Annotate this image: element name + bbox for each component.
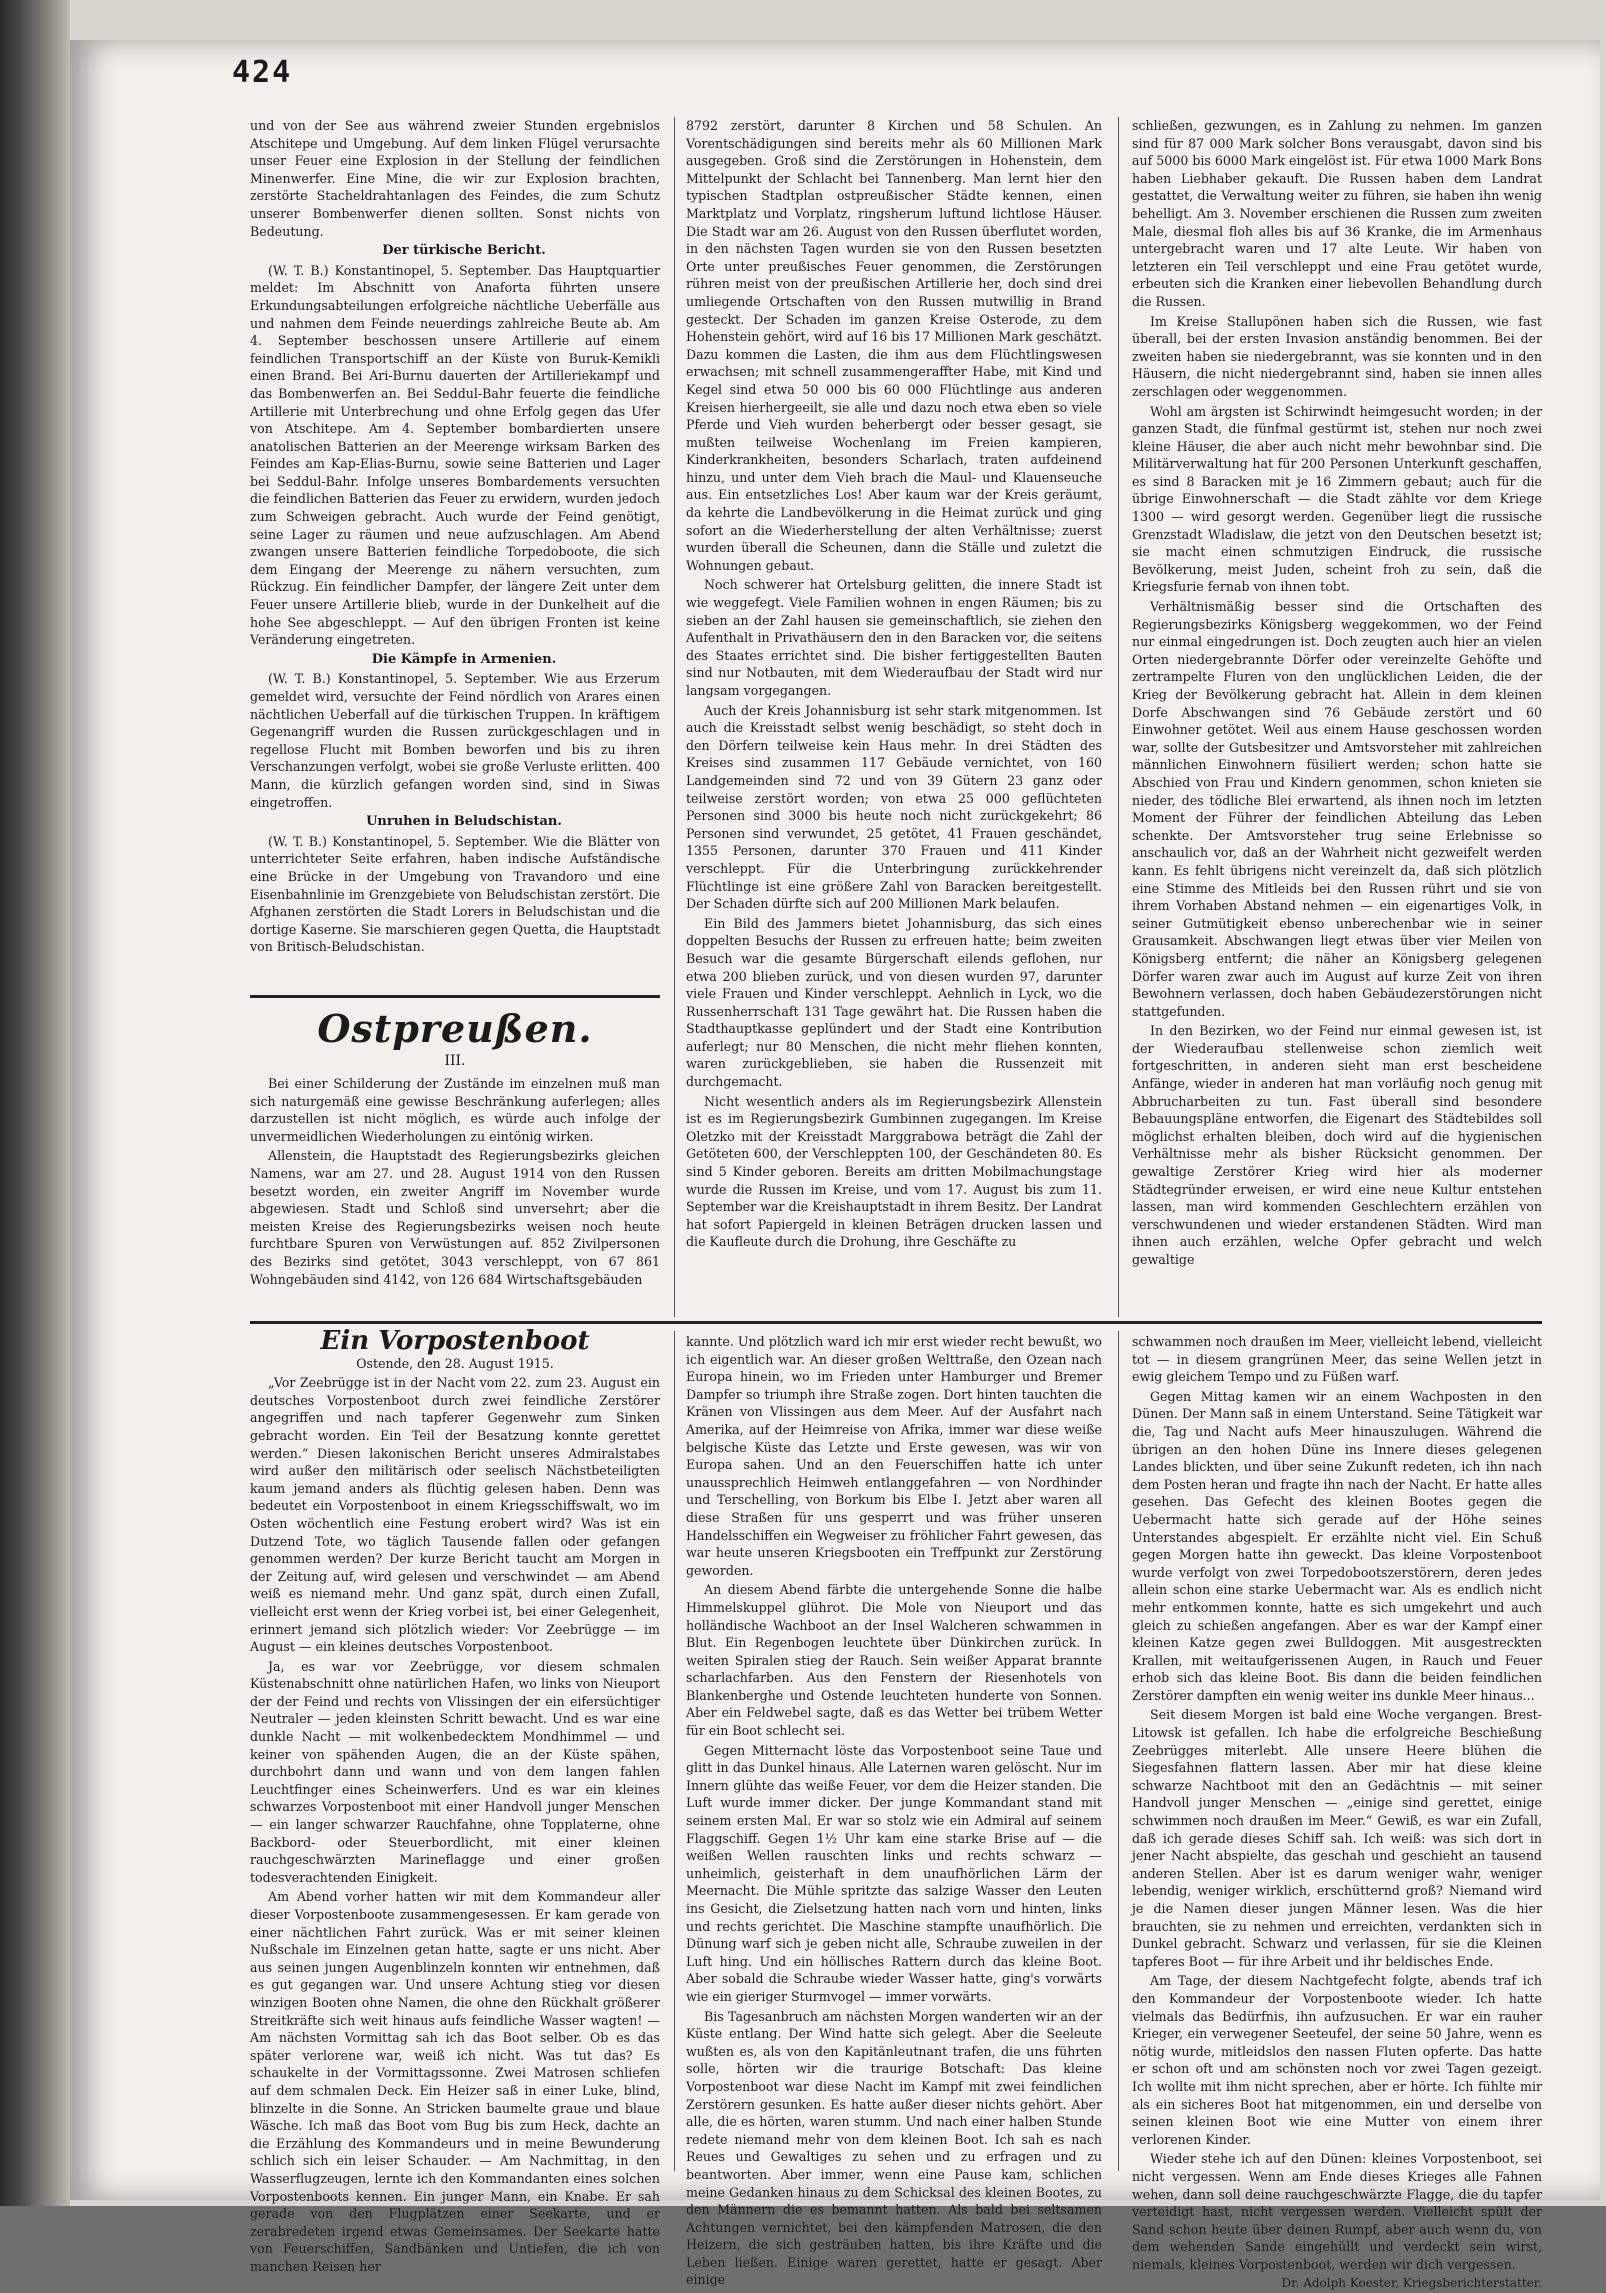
page-number: 424 (232, 55, 293, 90)
dateline: Ostende, den 28. August 1915. (356, 1355, 554, 1371)
paragraph: Seit diesem Morgen ist bald eine Woche vergangen. Brest-Litowsk ist gefallen. Ich habe die erfolgreiche Beschießung Zeebrügges miterlebt. Alle unsere Heere blühen die Siegesfahnen flattern lassen. Aber mir hat diese kleine schwarze Nachtboot mit den an Gedächtnis — mit seiner Handvoll junger Menschen — „einige sind gerettet, einige schwimmen noch draußen im Meer.“ Gewiß, es war ein Zufall, daß ich gerade dieses Schiff sah. Ich weiß: was sich dort in jener Nacht abspielte, das geschah und geschieht an tausend anderen Stellen. Aber ist es darum weniger wahr, weniger lebendig, weniger wirklich, erschütternd groß? Niemand wird je die Namen dieser jungen Männer lesen. Was die hier brauchten, sie zu nehmen und erreichten, verdankten sich in Dunkel gebracht. Schwarz und verlassen, für sie die Kleinen tapferes Boot — für ihre Arbeit und ihr beldisches Ende. (1132, 1707, 1542, 1969)
column-rule (674, 1331, 675, 2171)
paragraph: Allenstein, die Hauptstadt des Regierungsbezirks gleichen Namens, war am 27. und 28. August 1914 von den Russen besetzt worden, ein zweiter Angriff im November wurde abgewiesen. Stadt und Schloß sind unversehrt; aber die meisten Kreise des Regierungsbezirks weisen noch heute furchtbare Spuren von Verwüstungen auf. 852 Zivilpersonen des Bezirks sind getötet, 3043 verschleppt, von 67 861 Wohngebäuden sind 4142, von 126 684 Wirtschaftsgebäuden (250, 1148, 660, 1287)
paragraph: Bei einer Schilderung der Zustände im einzelnen muß man sich naturgemäß eine gewisse Beschränkung auferlegen; alles darzustellen ist nicht möglich, es würde auch infolge der unvermeidlichen Wiederholungen zu eintönig wirken. (250, 1076, 660, 1144)
column-rule (674, 117, 675, 1317)
ostpreussen-article (250, 995, 660, 1290)
paragraph: Am Tage, der diesem Nachtgefecht folgte, abends traf ich den Kommandeur der Vorpostenboote wieder. Ich hatte vielmals das Bedürfnis, ihn aufzusuchen. Er war ein rauher Krieger, ein verwegener Seeteufel, der seine 50 Jahre, wenn es nötig wurde, mitleidslos den nassen Fluten opferte. Das hatte er schon oft und am schönsten noch vor zwei Tagen gezeigt. Ich wollte mit ihm nicht sprechen, aber er hörte. Ich fühlte mir als ein sicheres Boot hat mitgenommen, ein und derselbe von seinen kleinen Boot wie eine Mutter von einem ihrer verlorenen Kinder. (1132, 1973, 1542, 2147)
paragraph: In den Bezirken, wo der Feind nur einmal gewesen ist, ist der Wiederaufbau stellenweise schon ziemlich weit fortgeschritten, in anderen sieht man erst bescheidene Anfänge, wieder in anderen hat man vorläufig noch genug mit Abbrucharbeiten zu tun. Fast überall sind besondere Bebauungspläne entworfen, die Eigenart des Städtebildes soll möglichst erhalten bleiben, doch wird auf die hygienischen Verhältnisse mehr als bisher Rücksicht genommen. Der gewaltige Zerstörer Krieg wird hier als moderner Städtegründer erweisen, er wird eine neue Kultur entstehen lassen, man wird kommenden Geschlechtern erzählen von verschwundenen und wieder erstandenen Städten. Wird man ihnen auch erzählen, welche Opfer gebracht und welch gewaltige (1132, 1023, 1542, 1267)
paragraph: Im Kreise Stallupönen haben sich die Russen, wie fast überall, bei der ersten Invasion anständig benommen. Bei der zweiten haben sie niedergebrannt, was sie konnten und in den Häusern, die nicht niedergebrannt sind, haben sie innen alles zerschlagen oder weggenommen. (1132, 313, 1542, 399)
vorpostenboot-column-2 (686, 1333, 1102, 2288)
article-body (250, 1075, 660, 1288)
paragraph: 8792 zerstört, darunter 8 Kirchen und 58 Schulen. An Vorentschädigungen sind bereits mehr als 60 Millionen Mark ausgegeben. Groß sind die Zerstörungen in Hohenstein, dem Mittelpunkt der Schlacht bei Tannenberg. Man lernt hier den typischen Stadtplan ostpreußischer Städte kennen, einen Marktplatz und Vorplatz, ringsherum luftund lichtlose Häuser. Die Stadt war am 26. August von den Russen überflutet worden, in den nächsten Tagen wurden sie von den Russen besetzten Orte unter preußisches Feuer genommen, die Zerstörungen rühren meist von der preußischen Artillerie her, doch sind drei umliegende Ortschaften von den Russen mutwillig in Brand gesteckt. Der Schaden im ganzen Kreise Osterode, zu dem Hohenstein gehört, wird auf 16 bis 17 Millionen Mark geschätzt. Dazu kommen die Lasten, die ihm aus dem Flüchtlingswesen erwachsen; mit schnell zusammengeraffter Habe, mit Kind und Kegel sind etwa 50 000 bis 60 000 Flüchtlinge aus anderen Kreisen hierhergeeilt, sie alle und dazu noch etwa eben so viele Pferde und Vieh wurden beherbergt oder besser gesagt, sie mußten teilweise Wochenlang im Freien kampieren, Kinderkrankheiten, besonders Scharlach, traten aufdeinend hinzu, und unter dem Vieh brach die Maul- und Klauenseuche aus. Ein entsetzliches Los! Aber kaum war der Kreis geräumt, da kehrte die Landbevölkerung in die Heimat zurück und ging sofort an die Wiederherstellung der alten Verhältnisse; zuerst wurden überall die Scheunen, dann die Ställe und zuletzt die Wohnungen gebaut. (686, 118, 1102, 573)
paragraph: Gegen Mittag kamen wir an einem Wachposten in den Dünen. Der Mann saß in einem Unterstand. Seine Tätigkeit war die, Tag und Nacht aufs Meer hinauszulugen. Während die übrigen an den hohen Düne ins Innere dieses gelegenen Landes blickten, und über seine Zukunft redeten, ich ihn nach dem Posten heran und fragte ihn nach der Nacht. Er hatte alles gesehen. Das Gefecht des kleinen Bootes gegen die Uebermacht hatte sich gerade auf der Höhe seines Unterstandes abgespielt. Er erzählte nicht viel. Ein Schuß gegen Morgen hatte ihn geweckt. Das kleine Vorpostenboot wurde verfolgt von zwei Torpedobootszerstörern, deren jedes allein schon eine starke Uebermacht war. Als es endlich nicht mehr entkommen konnte, hatte es sich umgekehrt und auch gleich zu schießen angefangen. Aber es war der Kampf einer kleinen Katze gegen zwei Bulldoggen. Mit ausgestreckten Krallen, mit weitaufgerissenen Augen, in Rauch und Feuer erhob sich das kleine Boot. Bis dann die beiden feindlichen Zerstörer dampften ein wenig weiter ins dunkle Meer hinaus... (1132, 1388, 1542, 1703)
paragraph: Ja, es war vor Zeebrügge, vor diesem schmalen Küstenabschnitt ohne natürlichen Hafen, wo links von Nieuport der der Feind und rechts von Vlissingen der ein eifersüchtiger Neutraler — jeden kleinsten Schritt bewacht. Und es war eine dunkle Nacht — mit wolkenbedecktem Mondhimmel — und keiner von spähenden Augen, die an der Küste spähen, durchbohrt dann und wann und von dem langen fahlen Leuchtfinger eines Scheinwerfers. Und es war ein kleines schwarzes Vorpostenboot mit einer Handvoll junger Menschen — ein langer schwarzer Rauchfahne, ohne Topplaterne, ohne Backbord- oder Steuerbordlicht, mit einer kleinen rauchgeschwärzten Marineflagge und einer großen todesverachtenden Einigkeit. (250, 1658, 660, 1885)
paragraph: Noch schwerer hat Ortelsburg gelitten, die innere Stadt ist wie weggefegt. Viele Familien wohnen in engen Räumen; bis zu sieben an der Zahl hausen sie gemeinschaftlich, sie ziehen den Aufenthalt in Privathäusern den in den Baracken vor, die seitens des Staates errichtet sind. Die bisher fertiggestellten Bauten sind nur Notbauten, mit dem Wiederaufbau der Stadt wird nur langsam vorgegangen. (686, 577, 1102, 698)
paragraph: Wohl am ärgsten ist Schirwindt heimgesucht worden; in der ganzen Stadt, die fünfmal gestürmt ist, stehen nur noch zwei kleine Häuser, die aber auch nicht mehr bewohnbar sind. Die Militärverwaltung hat für 200 Personen Unterkunft geschaffen, es sind 8 Baracken mit je 16 Zimmern gebaut; auch für die übrige Einwohnerschaft — die Stadt zählte vor dem Kriege 1300 — wird gesorgt werden. Gegenüber liegt die russische Grenzstadt Wladislaw, die jetzt von den Deutschen besetzt ist; sie macht einen schmutzigen Eindruck, die russische Bevölkerung, meist Juden, scheint froh zu sein, daß die Kriegsfurie fernab von ihnen tobt. (1132, 403, 1542, 595)
paragraph: und von der See aus während zweier Stunden ergebnislos Atschitepe und Umgebung. Auf dem linken Flügel verursachte unser Feuer eine Explosion in der Stellung der feindlichen Minenwerfer. Eine Mine, die wir zur Explosion brachten, zerstörte Stacheldrahtanlagen des Feindes, die zum Schutz unserer Bombenwerfer dienen sollten. Sonst nichts von Bedeutung. (250, 118, 660, 239)
column-rule (1118, 117, 1119, 1317)
paragraph: (W. T. B.) Konstantinopel, 5. September. Das Hauptquartier meldet: Im Abschnitt von Anaforta führten unsere Erkundungsabteilungen erfolgreiche nächtliche Ueberfälle aus und nahmen dem Feinde neuerdings zahlreiche Beute ab. Am 4. September beschossen unsere Artillerie auf einem feindlichen Transportschiff an der Küste von Buruk-Kemikli einen Brand. Bei Ari-Burnu dauerten der Artilleriekampf und das Bombenwerfen an. Bei Seddul-Bahr feuerte die feindliche Artillerie mit Unterbrechung und ohne Erfolg gegen das Ufer von Atschitepe. Am 4. September bombardierten unsere anatolischen Batterien an der Meerenge wirksam Barken des Feindes am Kap-Elias-Burnu, sowie seine Batterien und Lager bei Seddul-Bahr. Infolge unseres Bombardements versuchten die feindlichen Batterien das Feuer zu erwidern, wurden jedoch zum Schweigen gebracht. Auch wurde der Feind genötigt, seine Lager zu räumen und neue aufzuschlagen. Am Abend zwangen unsere Batterien feindliche Torpedoboote, die sich dem Eingang der Meerenge zu nähern versuchten, zum Rückzug. Ein feindlicher Dampfer, der längere Zeit unter dem Feuer unsere Artillerie blieb, wurde in der Dunkelheit auf die hohe See abgeschleppt. — Auf den übrigen Fronten ist keine Veränderung eingetreten. (250, 262, 660, 648)
paragraph: (W. T. B.) Konstantinopel, 5. September. Wie die Blätter von unterrichteter Seite erfahren, haben indische Aufständische eine Brücke in der Umgebung von Travandoro und eine Eisenbahnlinie im Grenzgebiete von Beludschistan zerstört. Die Afghanen zerstörten die Stadt Lorers in Beludschistan und die dortige Kaserne. Sie marschieren gegen Quetta, die Hauptstadt von Britisch-Beludschistan. (250, 833, 660, 955)
column-3 (1132, 117, 1542, 1287)
book-spine-edge (0, 0, 70, 2206)
paragraph: Bis Tagesanbruch am nächsten Morgen wanderten wir an der Küste entlang. Der Wind hatte sich gelegt. Aber die Seeleute wußten es, als von den Kapitänleutnant trafen, die uns führten solle, hörten wir die traurige Botschaft: Das kleine Vorpostenboot war diese Nacht im Kampf mit zwei feindlichen Zerstörern gesunken. Es hatte außer dieser nichts gehört. Aber alle, die es hörten, waren stumm. Und nach einer halben Stunde redete niemand mehr von dem kleinen Boot. Ich sah es nach Reues und Gewaltiges zu sehen und zu erfragen und zu beantworten. Aber immer, wenn eine Pause kam, schlichen meine Gedanken hinaus zu dem Schicksal des kleinen Bootes, zu den Männern die es bemannt hatten. Als bald bei seltsamen Achtungen vernichtet, bei den kämpfenden Matrosen, die den Heizern, die sich gesträuben hatten, bis ihre Kräfte und die Leben ließen. Einige waren gerettet, hatte er gesagt. Aber einige (686, 2008, 1102, 2288)
section-heading: Die Kämpfe in Armenien. (371, 651, 557, 667)
column-2 (686, 117, 1102, 1287)
article-part-number: III. (444, 1053, 466, 1069)
author-signature: Dr. Adolph Koester, Kriegsberichterstatter. (1281, 2276, 1542, 2291)
vorpostenboot-column-1 (250, 1326, 660, 2274)
paragraph: Verhältnismäßig besser sind die Ortschaften des Regierungsbezirks Königsberg weggekommen, wo der Feind nur einmal eingedrungen ist. Doch zeugten auch hier an vielen Orten niedergebrannte Dörfer oder vereinzelte Gehöfte und zertrampelte Fluren von den unglücklichen Leiden, die der Krieg der Bevölkerung gebracht hat. Allein in dem kleinen Dorfe Abschwangen sind 76 Gebäude zerstört und 60 Einwohner getötet. Weil aus einem Hause geschossen worden war, sollte der Gutsbesitzer und Amtsvorsteher mit zahlreichen männlichen Einwohnern füsiliert werden; schon hatte sie Abschied von Frau und Kindern genommen, schon knieten sie nieder, des tödliche Blei erwartend, als ihnen noch im letzten Moment der Führer der feindlichen Abteilung das Leben schenkte. Der Amtsvorsteher trug seine Erlebnisse so anschaulich vor, daß an der Wahrheit nicht gezweifelt werden kann. Es fehlt übrigens nicht vereinzelt da, daß sich plötzlich eine Stimme des Mitleids bei den Russen rührt und sie von ihrem Vorhaben Abstand nehmen — ein eigenartiges Volk, in seiner Gutmütigkeit ebenso unberechenbar wie in seiner Grausamkeit. Abschwangen liegt etwas über vier Meilen von Königsberg entfernt; die näher an Königsberg gelegenen Dörfer waren zwar auch im August auf kurze Zeit von ihren Bewohnern verlassen, doch haben Gebäudezerstörungen nicht stattgefunden. (1132, 599, 1542, 1019)
article-title: Ostpreußen. (317, 1006, 593, 1051)
paragraph: Ein Bild des Jammers bietet Johannisburg, das sich eines doppelten Besuchs der Russen zu erfreuen hatte; beim zweiten Besuch war die gesamte Bürgerschaft eilends geflohen, nur etwa 200 blieben zurück, und von diesen wurden 97, darunter viele Frauen und Kinder verschleppt. Aehnlich in Lyck, wo die Russenherrschaft 131 Tage gewährt hat. Die Russen haben die Stadthauptkasse geplündert und der Stadt eine Kontribution auferlegt; nur 80 Menschen, die nicht mehr fliehen konnten, waren zurückgeblieben, sie haben die Russenzeit mit durchgemacht. (686, 915, 1102, 1090)
paragraph: schließen, gezwungen, es in Zahlung zu nehmen. Im ganzen sind für 87 000 Mark solcher Bons verausgabt, davon sind bis auf 5000 bis 6000 Mark eingelöst ist. Für etwa 1000 Mark Bons haben Liebhaber gekauft. Die Russen haben dem Landrat gestattet, die Verwaltung weiter zu führen, sie haben ihn wenig behelligt. Am 3. November erschienen die Russen zum zweiten Male, diesmal floh alles bis auf 36 Kranke, die im Armenhaus untergebracht waren und 17 alte Leute. Wir haben von letzteren ein Teil verschleppt und eine Frau getötet wurde, erbeuten sich die Kranken einer liebevollen Behandlung durch die Russen. (1132, 118, 1543, 309)
section-heading: Der türkische Bericht. (382, 243, 546, 259)
paragraph: Gegen Mitternacht löste das Vorpostenboot seine Taue und glitt in das Dunkel hinaus. Alle Laternen waren gelöscht. Nur im Innern glühte das weiße Feuer, vor dem die Heizer standen. Die Luft wurde immer dicker. Der junge Kommandant stand mit seinem ersten Mal. Er war so stolz wie ein Admiral auf seinem Flaggschiff. Gegen 1½ Uhr kam eine starke Brise auf — die weißen Wellen rauschten links und rechts schwarz — unheimlich, geisterhaft in dem unaufhörlichen Lärm der Meernacht. Die Mühle spritzte das salzige Wasser den Leuten ins Gesicht, die Zielsetzung hatten nach vorn und hinten, links und rechts gerichtet. Die Maschine stampfte unaufhörlich. Die Dünung warf sich je geben nicht alle, Schraube zuweilen in der Luft hing. Und ein höllisches Rattern durch das kleine Boot. Aber sobald die Schraube wieder Wasser hatte, ging's vorwärts wie ein gieriger Sturmvogel — immer vorwärts. (686, 1742, 1102, 2004)
paragraph: „Vor Zeebrügge ist in der Nacht vom 22. zum 23. August ein deutsches Vorpostenboot durch zwei feindliche Zerstörer angegriffen und nach tapferer Gegenwehr zum Sinken gebracht worden. Ein Teil der Besatzung konnte gerettet werden.“ Diesen lakonischen Bericht unseres Admiralstabes wird außer den militärisch oder seelisch Nächstbeteiligten kaum jemand anders als flüchtig gelesen haben. Denn was bedeutet ein Vorpostenboot in einem Kriegsschiffswalt, wo im Osten wöchentlich eine Festung erobert wird? Was ist ein Dutzend Tote, wo täglich Tausende fallen oder gefangen genommen werden? Der kurze Bericht taucht am Morgen in der Zeitung auf, wird gelesen und verschwindet — am Abend weiß es niemand mehr. Und ganz spät, durch einen Zufall, vielleicht erst wenn der Krieg vorbei ist, bei einer Gelegenheit, erinnert jemand sich plötzlich wieder: Vor Zeebrügge — im August — ein kleines deutsches Vorpostenboot. (250, 1375, 660, 1655)
paragraph: schwammen noch draußen im Meer, vielleicht lebend, vielleicht tot — in diesem grangrünen Meer, das seine Wellen jetzt in ewig gleichem Tempo und zu Füßen warf. (1132, 1334, 1542, 1385)
section-heading: Unruhen in Beludschistan. (366, 814, 562, 830)
page-content (220, 55, 1565, 2291)
paragraph: (W. T. B.) Konstantinopel, 5. September. Wie aus Erzerum gemeldet wird, versuchte der Feind nördlich von Arares einen nächtlichen Ueberfall auf die türkischen Truppen. In kräftigem Gegenangriff wurden die Russen zurückgeschlagen und in regellose Flucht mit Bomben beworfen und bis zu ihren Verschanzungen verfolgt, wobei sie große Verluste erlitten. 400 Mann, die kürzlich gefangen worden sind, sind in Siwas eingetroffen. (250, 671, 660, 810)
vorpostenboot-column-3 (1132, 1333, 1542, 2291)
section-divider (250, 1321, 1542, 1324)
newspaper-page (70, 40, 1600, 2291)
column-rule (1118, 1331, 1119, 2171)
paragraph: Wieder stehe ich auf den Dünen: kleines Vorpostenboot, sei nicht vergessen. Wenn am Ende dieses Krieges alle Fahnen wehen, dann soll deine rauchgeschwärzte Flagge, die du tapfer verteidigt hast, nicht vergessen werden. Vielleicht spült der Sand schon heute über deinen Rumpf, aber auch wenn du, von dem wehenden Sande eingehüllt und verdeckt sein wirst, niemals, kleines Vorpostenboot, werden wir dich vergessen. (1132, 2151, 1542, 2272)
article-title: Ein Vorpostenboot (320, 1326, 590, 1356)
paragraph: Auch der Kreis Johannisburg ist sehr stark mitgenommen. Ist auch die Kreisstadt selbst wenig beschädigt, so steht doch in den Dörfern teilweise kein Haus mehr. In drei Städten des Kreises sind zusammen 117 Gebäude vernichtet, von 160 Landgemeinden sind 72 und von 39 Gütern 23 ganz oder teilweise zerstört worden; von etwa 25 000 geflüchteten Personen sind 3000 bis heute noch nicht zurückgekehrt; 86 Personen sind verwundet, 25 getötet, 41 Frauen geschändet, 1355 Personen, darunter 370 Frauen und 411 Kinder verschleppt. Für die Unterbringung zurückkehrender Flüchtlinge ist eine größere Zahl von Baracken bereitgestellt. Der Schaden dürfte sich auf 200 Millionen Mark belaufen. (686, 702, 1102, 912)
section-rule (250, 995, 660, 998)
paragraph: Nicht wesentlich anders als im Regierungsbezirk Allenstein ist es im Regierungsbezirk Gumbinnen zugegangen. Im Kreise Oletzko mit der Kreisstadt Marggrabowa beträgt die Zahl der Getöteten 600, der Verschleppten 100, der Geschändeten 80. Es sind 5 Kinder geboren. Bereits am dritten Mobilmachungstage wurde die Russen im Kreise, und vom 17. August bis zum 11. September war die Kreishauptstadt in ihrem Besitz. Der Landrat hat sofort Papiergeld in kleinen Beträgen drucken lassen und die Kaufleute durch die Drohung, ihre Geschäfte zu (686, 1093, 1102, 1250)
paragraph: An diesem Abend färbte die untergehende Sonne die halbe Himmelskuppel glührot. Die Mole von Nieuport und das holländische Wachboot an der Insel Walcheren schwammen in Blut. Ein Regenbogen leuchtete über Dünkirchen zurück. In weiten Spiralen stieg der Rauch. Sein weißer Apparat brannte scharlachfarben. Aus den Fenstern der Riesenhotels von Blankenberghe und Ostende leuchteten hunderte von Sonnen. Aber ein Feldwebel sagte, daß es das Wetter bei trübem Wetter für ein Boot schlecht sei. (686, 1582, 1102, 1739)
paragraph: kannte. Und plötzlich ward ich mir erst wieder recht bewußt, wo ich eigentlich war. An dieser großen Welttraße, den Ozean nach Europa hinein, wo im Frieden unter Hamburger und Bremer Dampfer so triumph ihre Straße zogen. Dort hinten tauchten die Kränen von Vlissingen aus dem Meer. Auf der Ausfahrt nach Amerika, auf der Heimreise von Afrika, immer war diese weiße belgische Küste das Letzte und Erste gewesen, was wir von Europa sahen. Und an den Feuerschiffen hatte ich unter unaussprechlich Heimweh entlanggefahren — von Nordhinder und Terschelling, von Borkum bis Elbe I. Jetzt aber waren all diese Straßen für uns gesperrt und was früher unseren Handelsschiffen ein Wegweiser zu fröhlicher Fahrt gewesen, das war heute unseren Kriegsbooten ein Treffpunkt zur Zerstörung geworden. (686, 1334, 1102, 1578)
paragraph: Am Abend vorher hatten wir mit dem Kommandeur aller dieser Vorpostenboote zusammengesessen. Er kam gerade von einer nächtlichen Fahrt zurück. Was er mit seiner kleinen Nußschale im Einzelnen getan hatte, sagte er uns nicht. Aber aus seinen jungen Augenblinzeln konnten wir entnehmen, daß es gut gegangen war. Und unsere Achtung stieg vor diesen winzigen Booten ohne Namen, die ohne den Rückhalt größerer Streitkräfte sich weit hinaus aufs feindliche Wasser wagten! — Am nächsten Vormittag sah ich das Boot selber. Ob es das später verlorene war, weiß ich nicht. Was tut das? Es schaukelte in der Vormittagssonne. Zwei Matrosen schliefen auf dem schmalen Deck. Ein Heizer saß in einer Luke, blind, blinzelte in die Sonne. An Stricken baumelte graue und blaue Wäsche. Ich maß das Boot vom Bug bis zum Heck, dachte an die Erzählung des Kommandeurs und in meine Bewunderung schlich sich ein leiser Schauder. — Am Nachmittag, in den Wasserflugzeugen, lernte ich den Kommandanten eines solchen Vorpostenboots kennen. Ein junger Mann, ein Knabe. Er sah gerade von den Flugplätzen einer Seekarte, und er zerabredeten irgend etwas Gemeinsames. Der Seekarte hatte von Feuerschiffen, Sandbänken und Untiefen, die ich von manchen Reisen her (250, 1889, 660, 2274)
